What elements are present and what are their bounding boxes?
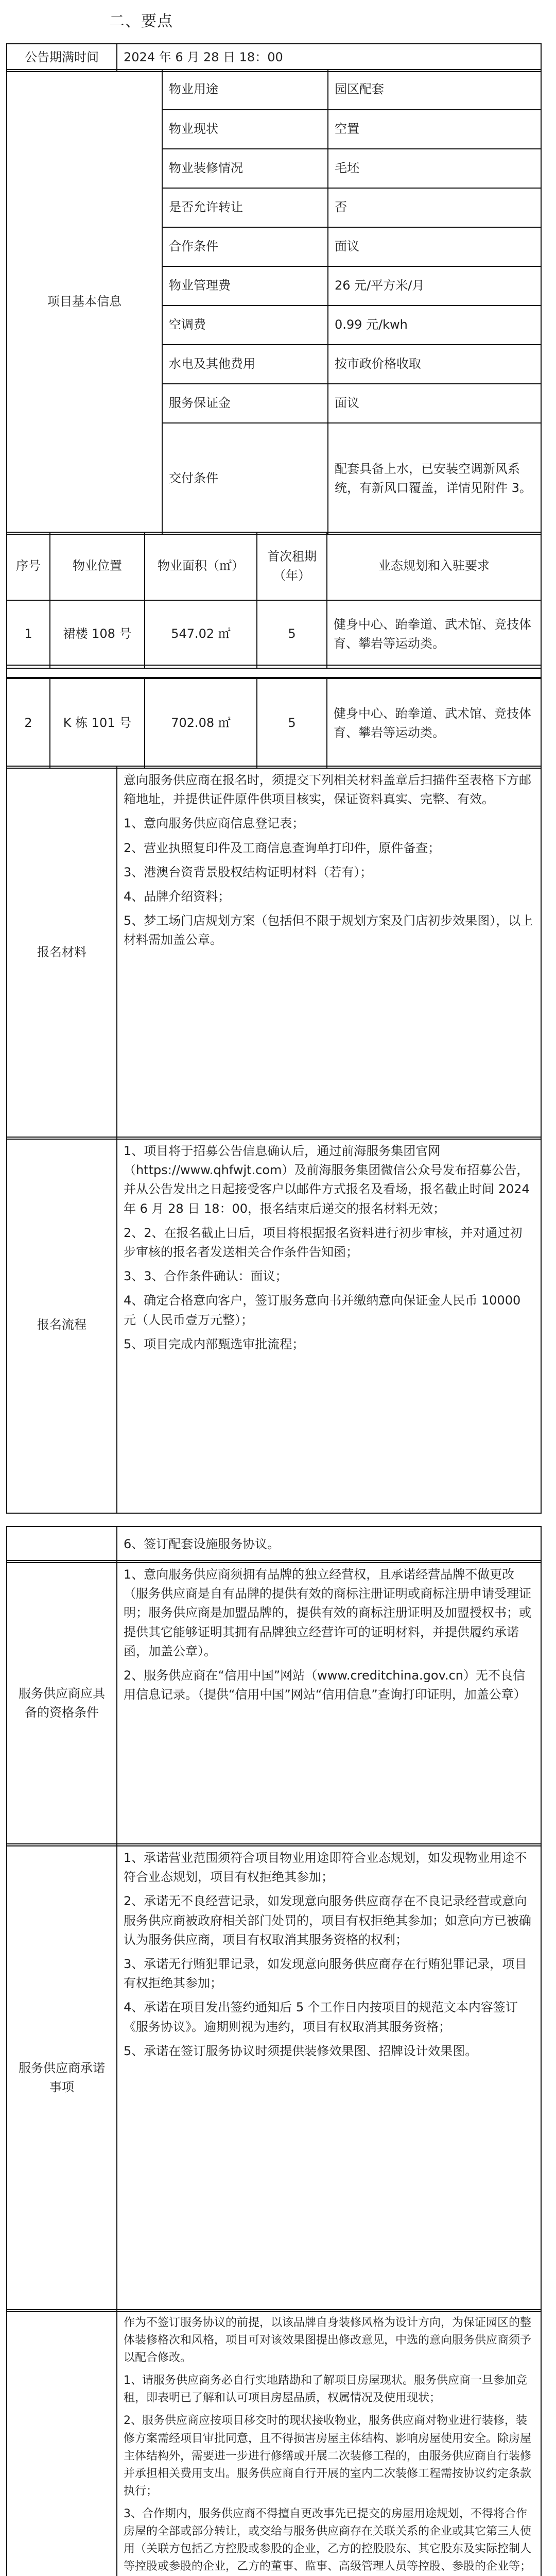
info-row [163,188,541,227]
basic-info-table [6,69,542,535]
info-key: 水电及其他费用 [169,357,255,371]
property-header-row [7,533,541,600]
table-row [7,679,541,768]
cell-requirement: 健身中心、跆拳道、武术馆、竞技体育、攀岩等运动类。 [326,601,541,668]
qualification-content [116,1561,541,1845]
process-para: 3、3、合作条件确认：面议； [124,1269,288,1284]
process-para: 6、签订配套设施服务协议。 [116,1527,541,1562]
table-spacer [6,665,542,678]
info-key: 服务保证金 [169,396,231,411]
basic-info-label: 项目基本信息 [47,294,121,309]
materials-label: 报名材料 [37,945,86,960]
info-key: 是否允许转让 [169,200,243,215]
materials-content [116,767,541,1139]
cell-area: 702.08 ㎡ [144,679,256,768]
deadline-label: 公告期满时间 [25,50,99,65]
info-value: 否 [327,189,541,227]
info-key: 空调费 [169,317,206,332]
property-table [6,532,542,669]
info-key: 物业装修情况 [169,161,243,176]
performance-para: 1、请服务供应商务必自行实地踏勘和了解项目房屋现状。服务供应商一旦参加竞租，即表明已了解和认可项目房屋品质，权属情况及使用现状； [124,2374,527,2405]
materials-para: 1、意向服务供应商信息登记表； [124,816,305,831]
info-key: 合作条件 [169,239,218,254]
process-para: 5、项目完成内部甄选审批流程； [124,1336,305,1351]
table-row [7,600,541,668]
process-para: 4、确定合格意向客户，签订服务意向书并缴纳意向保证金人民币 10000 元（人民币壹万元整）； [124,1293,521,1327]
process-para: 1、项目将于招募公告信息确认后，通过前海服务集团官网（https://www.qhfwjt.com）及前海服务集团微信公众号发布招募公告，并从公告发出之日起接受客户以邮件方式报名及看场，报名截止时间 2024 年 6 月 28 日 18：00，报名结束后递交的报名材料无效； [124,1144,530,1216]
empty-label-cell [7,1527,116,1562]
cell-index: 1 [24,626,32,641]
basic-info-rows [162,70,541,534]
cell-index: 2 [24,716,32,731]
performance-table [6,2309,542,2576]
col-header: 物业位置 [49,533,144,600]
deadline-value: 2024 年 6 月 28 日 18：00 [116,44,541,71]
commitment-para: 2、承诺无不良经营记录，如发现意向服务供应商存在不良记录经营或意向服务供应商被政府相关部门处罚的，项目有权拒绝其参加；如意向方已被确认为服务供应商，项目有权取消其服务资格的权利； [124,1894,531,1947]
commitment-para: 4、承诺在项目发出签约通知后 5 个工作日内按项目的规范文本内容签订《服务协议》。逾期则视为违约，项目有权取消其服务资格； [124,2000,518,2034]
commitment-table [6,1843,542,2312]
process-para: 2、2、在报名截止日后，项目将根据报名资料进行初步审核，并对通过初步审核的报名者发送相关合作条件告知函； [124,1225,523,1259]
info-key: 交付条件 [169,471,218,486]
info-row [163,422,541,534]
materials-para: 5、梦工场门店规划方案（包括但不限于规划方案及门店初步效果图），以上材料需加盖公章。 [124,913,533,947]
performance-para: 3、合作期内，服务供应商不得擅自更改事先已提交的房屋用途规划，不得将合作房屋的全部或部分转让，或交给与服务供应商存在关联关系的企业或其它第三人使用（关联方包括乙方控股或参股的企业，乙方的控股股东、其它股东及实际控制人等控股或参股的企业，乙方的董事、监事、高级管理人员等控股、参股的企业等； [124,2507,532,2573]
section-title: 二、要点 [109,12,173,30]
info-value: 0.99 元/kwh [327,306,541,344]
info-value: 按市政价格收取 [327,345,541,383]
performance-content [116,2310,541,2576]
qualification-para: 2、服务供应商在“信用中国”网站（www.creditchina.gov.cn）无不良信用信息记录。（提供“信用中国”网站“信用信息”查询打印证明，加盖公章） [124,1668,526,1702]
info-row [163,344,541,383]
info-value: 配套具备上水，已安装空调新风系统，有新风口覆盖，详情见附件 3。 [327,423,541,534]
property-table-2 [6,678,542,769]
materials-para: 2、营业执照复印件及工商信息查询单打印件，原件备查； [124,840,441,855]
col-header: 物业面积（㎡） [144,533,256,600]
qualification-table [6,1560,542,1846]
commitment-para: 3、承诺无行贿犯罪记录，如发现意向服务供应商存在行贿犯罪记录，项目有权拒绝其参加； [124,1956,527,1991]
info-value: 面议 [327,228,541,266]
cell-location: K 栋 101 号 [49,679,144,768]
col-header: 序号 [16,558,41,573]
cell-term: 5 [256,679,326,768]
info-value: 空置 [327,110,541,148]
info-row [163,266,541,305]
info-row [163,383,541,422]
commitment-para: 1、承诺营业范围须符合项目物业用途即符合业态规划，如发现物业用途不符合业态规划，项目有权拒绝其参加； [124,1851,527,1885]
materials-para: 4、品牌介绍资料； [124,889,231,904]
info-value: 园区配套 [327,70,541,109]
process-content [116,1138,541,1513]
materials-para: 3、港澳台资背景股权结构证明材料（若有）； [124,865,373,879]
commitment-label: 服务供应商承诺事项 [19,2060,105,2094]
info-row [163,70,541,109]
performance-para: 2、服务供应商应按项目移交时的现状接收物业，服务供应商对物业进行装修，装修方案需经项目审批同意，且不得损害房屋主体结构、影响房屋使用安全。除房屋主体结构外，需要进一步进行修缮或开展二次装修工程的，由服务供应商自行装修并承担相关费用支出。服务供应商自行开展的室内二次装修工程需按协议约定条款执行； [124,2414,532,2498]
info-row [163,305,541,344]
info-value: 毛坯 [327,149,541,188]
info-value: 26 元/平方米/月 [327,267,541,305]
process-label: 报名流程 [37,1317,86,1332]
cell-location: 裙楼 108 号 [49,601,144,668]
deadline-table [6,43,542,72]
cell-term: 5 [256,601,326,668]
commitment-para: 5、承诺在签订服务协议时须提供装修效果图、招牌设计效果图。 [124,2043,478,2058]
performance-para: 作为不签订服务协议的前提，以该品牌自身装修风格为设计方向，为保证园区的整体装修格次和风格，项目可对该效果图提出修改意见，中选的意向服务供应商须予以配合修改。 [124,2316,532,2365]
materials-para: 意向服务供应商在报名时，须提交下列相关材料盖章后扫描件至表格下方邮箱地址，并提供证件原件供项目核实，保证资料真实、完整、有效。 [124,773,531,807]
qualification-label: 服务供应商应具备的资格条件 [19,1686,105,1720]
cell-area: 547.02 ㎡ [144,601,256,668]
info-key: 物业现状 [169,122,218,137]
info-row [163,227,541,266]
materials-table [6,766,542,1140]
col-header: 业态规划和入驻要求 [326,533,541,600]
process-table-tail [6,1526,542,1563]
cell-requirement: 健身中心、跆拳道、武术馆、竞技体育、攀岩等运动类。 [326,679,541,768]
col-header: 首次租期（年） [256,533,326,600]
performance-label [7,2310,116,2576]
info-key: 物业管理费 [169,278,231,293]
commitment-content [116,1844,541,2311]
qualification-para: 1、意向服务供应商须拥有品牌的独立经营权，且承诺经营品牌不做更改（服务供应商是自有品牌的提供有效的商标注册证明或商标注册申请受理证明；服务供应商是加盟品牌的，提供有效的商标注册证明及加盟授权书；或提供其它能够证明其拥有品牌独立经营许可的证明材料，并提供履约承诺函，加盖公章）。 [124,1567,531,1658]
process-table [6,1137,542,1514]
info-row [163,148,541,188]
info-row [163,109,541,148]
info-key: 物业用途 [169,82,218,97]
info-value: 面议 [327,384,541,422]
